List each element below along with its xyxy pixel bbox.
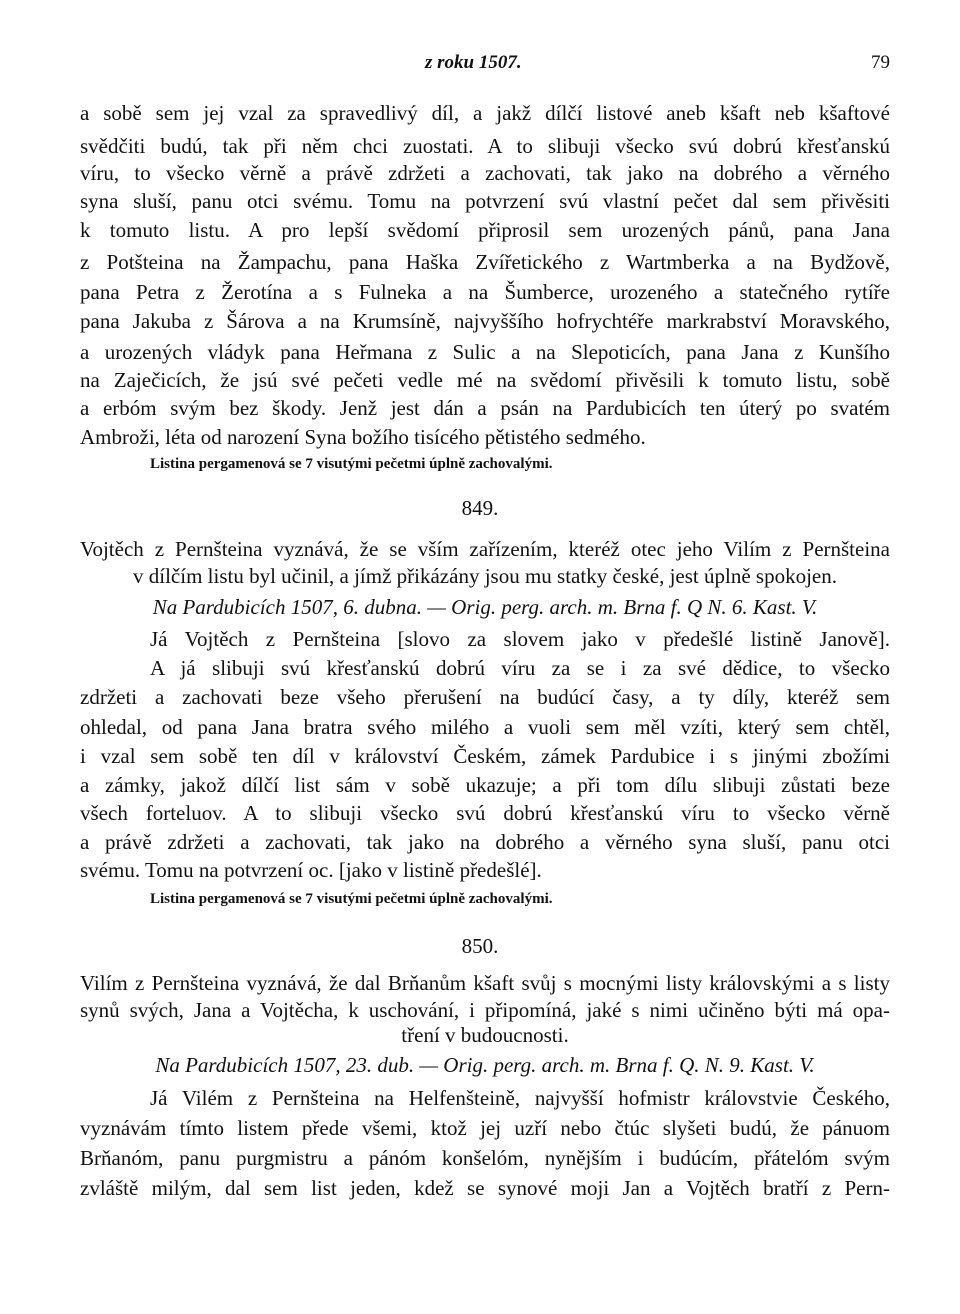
dating-line: Na Pardubicích 1507, 23. dub. — Orig. perg. arch. m. Brna f. Q. N. 9. Kast. V. (155, 1053, 815, 1077)
charter-note: Listina pergamenová se 7 visutými pečetmi úplně zachovalými. (150, 456, 553, 472)
document-number: 849. (461, 496, 499, 520)
text-line: Já Vilém z Pernšteina na Helfenšteině, najvyšší hofmistr královstvie Českého, (150, 1086, 890, 1110)
text-line: a erbóm svým bez škody. Jenž jest dán a psán na Pardubicích ten úterý po svatém (80, 396, 890, 420)
text-line: víru, to všecko věrně a právě zdržeti a zachovati, tak jako na dobrého a věrného (80, 161, 890, 185)
text-line: ohledal, od pana Jana bratra svého milého a vuoli sem měl vzíti, který sem chtěl, (80, 715, 890, 739)
text-line: i vzal sem sobě ten díl v království Českém, zámek Pardubice i s jinými zbožími (80, 744, 890, 768)
text-line: a zámky, jakož dílčí list sám v sobě ukazuje; a při tom dílu slibuji zůstati beze (80, 773, 890, 797)
text-line: Ambroži, léta od narození Syna božího tisícého pětistého sedmého. (80, 425, 646, 449)
charter-note: Listina pergamenová se 7 visutými pečetmi úplně zachovalými. (150, 891, 553, 907)
text-line: zdržeti a zachovati beze všeho přerušení na budúcí časy, a ty díly, kteréž sem (80, 685, 890, 709)
summary-line: Vojtěch z Pernšteina vyznává, že se vším zařízením, kteréž otec jeho Vilím z Pernšteina (80, 537, 890, 561)
text-line: a sobě sem jej vzal za spravedlivý díl, a jakž dílčí listové aneb kšaft neb kšaftové (80, 101, 890, 125)
text-line: A já slibuji svú křesťanskú dobrú víru za se i za své dědice, to všecko (150, 656, 890, 680)
text-line: Brňanóm, panu purgmistru a pánóm konšelóm, nynějším i budúcím, přátelóm svým (80, 1146, 890, 1170)
summary-line: synů svých, Jana a Vojtěcha, k uschování, i připomíná, jaké s nimi učiněno býti má opa- (80, 998, 890, 1022)
text-line: svému. Tomu na potvrzení oc. [jako v listině předešlé]. (80, 858, 542, 882)
running-title: z roku 1507. (425, 52, 522, 73)
summary-line: tření v budoucnosti. (401, 1023, 569, 1047)
text-line: svědčiti budú, tak při něm chci zuostati. A to slibuji všecko svú dobrú křesťanskú (80, 134, 890, 158)
page-number: 79 (871, 52, 890, 73)
text-line: vyznávám tímto listem přede všemi, ktož jej uzří nebo čtúc slyšeti budú, že pánuom (80, 1116, 890, 1140)
text-line: a právě zdržeti a zachovati, tak jako na dobrého a věrného syna sluší, panu otci (80, 830, 890, 854)
text-line: a urozených vládyk pana Heřmana z Sulic a na Slepoticích, pana Jana z Kunšího (80, 340, 890, 364)
text-line: k tomuto listu. A pro lepší svědomí připrosil sem urozených pánů, pana Jana (80, 218, 890, 242)
text-line: Já Vojtěch z Pernšteina [slovo za slovem jako v předešlé listině Janově]. (150, 627, 890, 651)
text-line: všech forteluov. A to slibuji všecko svú dobrú křesťanskú víru to všecko věrně (80, 801, 890, 825)
summary-line: Vilím z Pernšteina vyznává, že dal Brňanům kšaft svůj s mocnými listy královskými a s listy (80, 971, 890, 995)
text-line: syna sluší, panu otci svému. Tomu na potvrzení svú vlastní pečet dal sem přivěsiti (80, 189, 890, 213)
text-line: z Potšteina na Žampachu, pana Haška Zvířetického z Wartmberka a na Bydžově, (80, 250, 890, 274)
text-line: zvláště milým, dal sem list jeden, kdež se synové moji Jan a Vojtěch bratří z Pern- (80, 1176, 890, 1200)
text-line: na Zaječicích, že jsú své pečeti vedle mé na svědomí přivěsili k tomuto listu, sobě (80, 368, 890, 392)
text-line: pana Petra z Žerotína a s Fulneka a na Šumberce, urozeného a statečného rytíře (80, 280, 890, 304)
dating-line: Na Pardubicích 1507, 6. dubna. — Orig. perg. arch. m. Brna f. Q N. 6. Kast. V. (152, 595, 818, 619)
document-number: 850. (461, 934, 499, 958)
text-line: pana Jakuba z Šárova a na Krumsíně, najvyššího hofrychtéře markrabství Moravského, (80, 309, 890, 333)
summary-line: v dílčím listu byl učinil, a jímž přikázány jsou mu statky české, jest úplně spokojen. (133, 564, 837, 588)
